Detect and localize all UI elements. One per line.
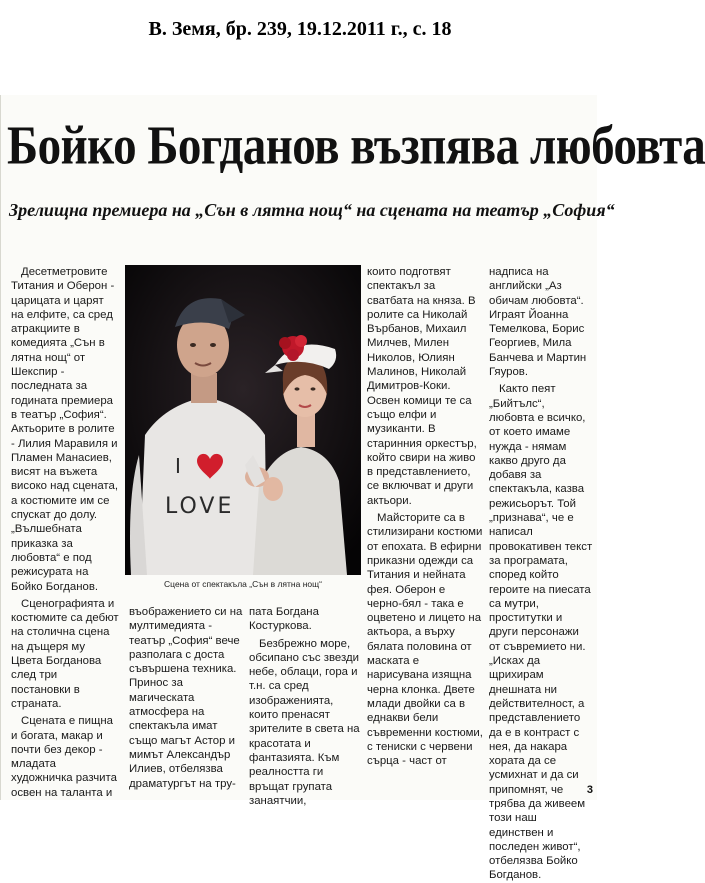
paragraph: Десетметровите Титания и Оберон - царицата и царят на елфите, са сред атракциите в комедията „Сън в лятна нощ“ от Шекспир - последната за годината премиера в театър „София“. Актьорите в ролите - Лилия Маравиля и Пламен Манасиев, висят на въжета високо над сцената, а костюмите им се спускат до долу. „Вълшебната приказка за любовта“ е под режисурата на Бойко Богданов. — [11, 266, 119, 593]
paragraph: Безбрежно море, обсипано със звезди небе, облаци, гора и т.н. са сред изображенията, които пренасят зрителите в света на красотата и фантазията. Към реалността ги връщат групата занаятчии, — [249, 637, 360, 807]
shirt-text-love: LOVE — [165, 494, 235, 519]
paragraph: Сцената е пищна и богата, макар и почти без декор - младата художничка разчита освен на таланта и — [11, 715, 117, 799]
text-column-1 — [11, 265, 119, 800]
text-column-3 — [367, 265, 483, 768]
paragraph: пата Богдана Костуркова. — [249, 606, 319, 633]
paragraph: които подготвят спектакъл за сватбата на княза. В ролите са Николай Върбанов, Михаил Милчев, Милен Николов, Юлиян Малинов, Николай Димитров-Коки. Освен комици те са също елфи и музиканти. В старинния оркестър, който свири на живо в представлението, се включват и други актьори. — [367, 266, 477, 507]
paragraph: въображението си на мултимедията - театър „София“ вече разполага с доста съвършена техника. Принос за магическата атмосфера на спектакъла имат също магът Астор и мимът Александър Илиев, отбелязва драматургът на тру- — [129, 606, 243, 790]
source-line: В. Земя, бр. 239, 19.12.2011 г., с. 18 — [148, 18, 452, 40]
newspaper-clipping — [0, 95, 705, 882]
text-column-2 — [129, 605, 243, 791]
photo-caption: Сцена от спектакъла „Сън в лятна нощ“ — [164, 579, 322, 589]
stage-scene-image — [125, 265, 361, 575]
text-column-4 — [489, 265, 593, 883]
paragraph: Сценографията и костюмите са дебют на столична сцена на дъщеря му Цвета Богданова след три постановки в страната. — [11, 597, 119, 710]
paragraph: надписа на английски „Аз обичам любовта“. Играят Йоанна Темелкова, Борис Георгиев, Мила Банчева и Мартин Гяуров. — [489, 266, 587, 379]
paragraph: Майсторите са в стилизирани костюми от епохата. В ефирни приказни одежди са Титания и нейната фея. Оберон е черно-бял - така е оцветено и лицето на актьора, а върху бялата половина от маската е нарисувана изящна черна клонка. Двете млади двойки са в еднакви бели съвременни костюми, с тениски с червени сърца - част от — [367, 512, 483, 768]
paragraph: Както пеят „Бийтълс“, любовта е всичко, от което имаме нужда - нямам какво друго да добавя за спектакъла, казва режисьорът. Той „признава“, че е написал провокативен текст за програмата, според който героите на пиесата са мутри, проститутки и други персонажи от съвремието ни. „Искаx да щрихирам днешната ни действителност, а представлението да е в контраст с нея, да накара хората да се усмихнат и да си припомнят, че трябва да живеем този наш единствен и последен живот“, отбелязва Бойко Богданов. — [489, 383, 593, 882]
article-subheadline: Зрелищна премиера на „Сън в лятна нощ“ на сцената на театър „София“ — [9, 200, 615, 220]
continuation-marker: 3 — [586, 784, 593, 796]
article-headline: Бойко Богданов възпява любовта — [7, 115, 705, 177]
text-column-3-bottom — [249, 605, 361, 808]
shirt-text-i: I — [175, 454, 181, 478]
article-photo — [125, 265, 361, 575]
